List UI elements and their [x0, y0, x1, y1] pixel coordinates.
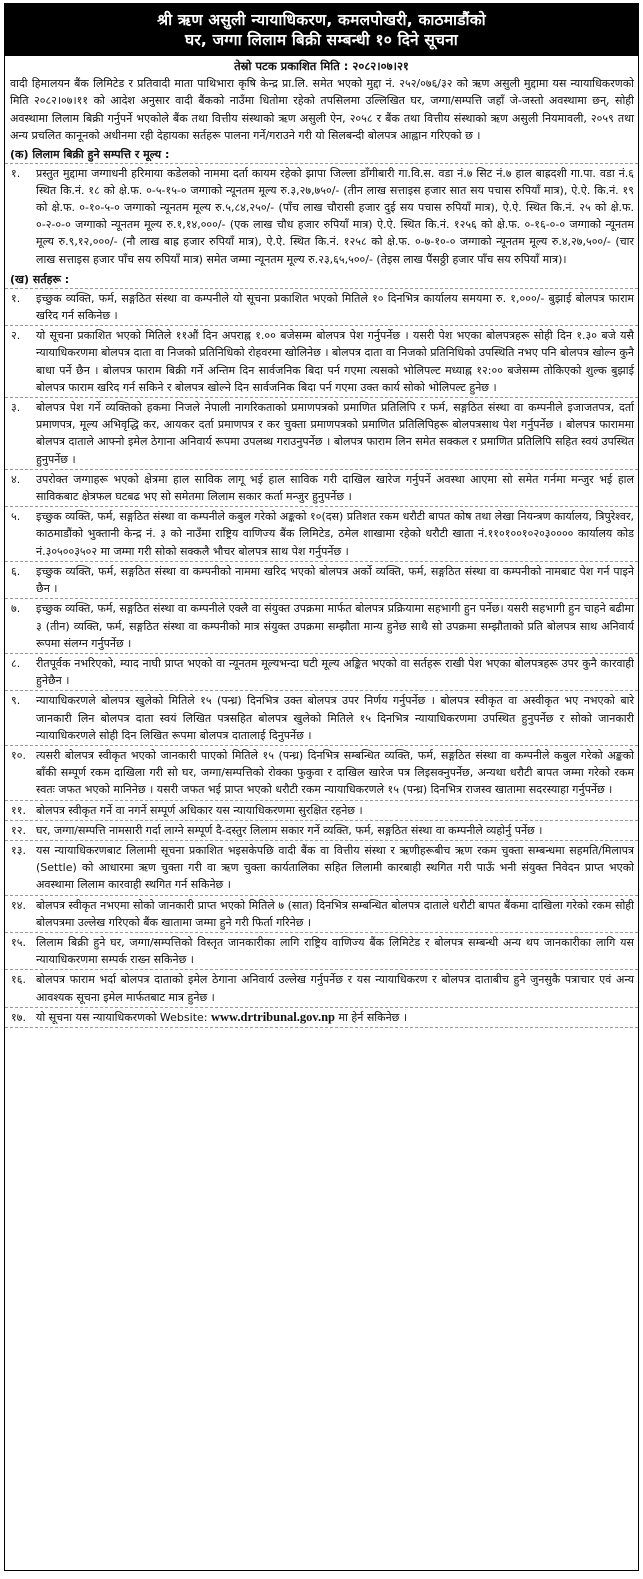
condition-text: न्यायाधिकरणले बोलपत्र खुलेको मितिले १५ (पन्ध्र) दिनभित्र उक्त बोलपत्र उपर निर्णय गर्नुपर्नेछ । बोलपत्र स्वीकृत वा अस्वीकृत भए नभएको बारे जानकारी लिन बोलपत्र दाता स्वयं लिखित पत्रसहित बोलपत्र खुलेको मितिले १५ दिनभित्र न्यायाधिकरणमा उपस्थित हुनुपर्नेछ र सोको जानकारी न्यायाधिकरणले सोही दिन लिखित रूपमा बोलपत्र दातालाई दिनुपर्नेछ । [36, 694, 634, 742]
property-number: १. [11, 166, 21, 180]
notice-page [4, 3, 639, 1571]
website-prefix: यो सूचना यस न्यायाधिकरणको Website: [36, 1010, 211, 1024]
condition-item [5, 800, 638, 820]
notice-header [5, 4, 638, 56]
condition-number: ५. [11, 510, 21, 524]
condition-number: १४. [11, 898, 26, 912]
condition-item [5, 506, 638, 561]
condition-text [36, 1009, 634, 1026]
condition-item [5, 561, 638, 598]
condition-item [5, 288, 638, 325]
condition-text: बोलपत्र फाराम भर्दा बोलपत्र दाताको इमेल ठेगाना अनिवार्य उल्लेख गर्नुपर्नेछ र यस न्यायाधिकरण र बोलपत्र दाताबीच हुने जुनसुकै पत्राचार एवं अन्य आवश्यक सूचना इमेल मार्फतबाट मात्र हुनेछ । [36, 973, 634, 1004]
condition-text: यो सूचना प्रकाशित भएको मितिले ११औं दिन अपराह्न १.०० बजेसम्म बोलपत्र पेश गर्नुपर्नेछ । यसरी पेश भएका बोलपत्रहरू सोही दिन १.३० बजे यसै न्यायाधिकरणमा बोलपत्र दाता वा निजको प्रतिनिधिको रोहवरमा खोलिनेछ । बोलपत्र दाता वा निजको प्रतिनिधिको उपस्थिति नभए पनि बोलपत्र खोल्न कुनै बाधा पर्ने छैन । बोलपत्र फाराम बिक्री गर्ने अन्तिम दिन सार्वजनिक बिदा पर्न गएमा त्यसको भोलिपल्ट मध्याह्न १२:०० बजेसम्म तोकिएको शुल्क बुझाई बोलपत्र फाराम खरिद गर्न सकिने र बोलपत्र खोल्ने दिन सार्वजनिक बिदा पर्न गएमा उक्त कार्य सोको भोलिपल्ट हुनेछ । [36, 329, 634, 394]
notice-title: घर, जग्गा लिलाम बिक्री सम्बन्धी १० दिने सूचना [185, 31, 458, 49]
condition-number: ६. [11, 564, 21, 578]
condition-text: बोलपत्र स्वीकृत नभएमा सोको जानकारी प्राप्त भएको मितिले ७ (सात) दिनभित्र सम्बन्धित बोलपत्र दाताले धरौटी बापत बैंकमा दाखिला गरेको रकम सोही बोलपत्रमा उल्लेख गरिएको बैंक खातामा जम्मा हुने गरी फिर्ता गरिनेछ । [36, 898, 634, 929]
property-list [5, 163, 638, 270]
condition-number: ४. [11, 472, 21, 486]
condition-item [5, 325, 638, 397]
condition-number: १०. [11, 748, 26, 762]
condition-number: १३. [11, 843, 26, 857]
condition-number: ८. [11, 656, 21, 670]
condition-text: इच्छुक व्यक्ति, फर्म, सङ्गठित संस्था वा कम्पनीले कबुल गरेको अङ्कको १०(दस) प्रतिशत रकम धरौटी बापत कोष तथा लेखा नियन्त्रण कार्यालय, त्रिपुरेश्वर, काठमाडौंको भुक्तानी केन्द्र नं. ३ को नाउँमा राष्ट्रिय वाणिज्य बैंक लिमिटेड, ठमेल शाखामा रहेको धरौटी खाता नं.११०१००१०२०३०००० कार्यालय कोड नं.३०५००३५०२ मा जम्मा गरी सोको सक्कलै भौचर बोलपत्र साथ पेश गर्नुपर्नेछ । [36, 510, 634, 558]
condition-text: उपरोक्त जग्गाहरू भएको क्षेत्रमा हाल साविक लागू भई हाल साविक गरी दाखिल खारेज गर्नुपर्ने अवस्था आएमा सो समेत गर्नमा मन्जुर भई हाल साविकबाट क्षेत्रफल घटबढ भए सो समेतमा लिलाम सकार कर्ता मन्जुर हुनुपर्नेछ । [36, 472, 634, 504]
condition-item [5, 895, 638, 932]
condition-number: १२. [11, 823, 26, 837]
condition-text: इच्छुक व्यक्ति, फर्म, सङ्गठित संस्था वा कम्पनीले यो सूचना प्रकाशित भएको मितिले १० दिनभित्र कार्यालय समयमा रु. १,०००/- बुझाई बोलपत्र फाराम खरिद गर्न सकिनेछ । [36, 291, 634, 323]
conditions-list [5, 288, 638, 1028]
condition-item [5, 840, 638, 895]
condition-number: ३. [11, 401, 21, 415]
website-suffix: मा हेर्न सकिनेछ । [334, 1010, 408, 1024]
condition-number: १५. [11, 935, 26, 949]
condition-item [5, 397, 638, 469]
condition-number: २. [11, 329, 21, 343]
property-item [5, 163, 638, 270]
condition-text: त्यसरी बोलपत्र स्वीकृत भएको जानकारी पाएको मितिले १५ (पन्ध्र) दिनभित्र सम्बन्धित व्यक्ति, फर्म, सङ्गठित संस्था वा कम्पनीले कबुल गरेको अङ्कको बाँकी सम्पूर्ण रकम दाखिला गरी सो घर, जग्गा/सम्पत्तिको रोक्का फुकुवा र दाखिल खारेज पत्र लिइसक्नुपर्नेछ, अन्यथा धरौटी बापत जम्मा गरेको रकम स्वतः जफत भएको मानिनेछ । यसरी जफत भई प्राप्त भएको धरौटी रकम न्यायाधिकरणले १५ (पन्ध्र) दिनभित्र राजस्व खातामा सदरस्याहा गर्नुपर्नेछ । [36, 748, 634, 797]
condition-text: रीतपूर्वक नभरिएको, म्याद नाघी प्राप्त भएको वा न्यूनतम मूल्यभन्दा घटी मूल्य अङ्कित भएको वा सर्तहरू राखी पेश भएका बोलपत्रहरू उपर कुनै कारवाही हुनेछैन । [36, 656, 634, 688]
condition-number: १. [11, 291, 21, 305]
condition-text: इच्छुक व्यक्ति, फर्म, सङ्गठित संस्था वा कम्पनीको नाममा खरिद भएको बोलपत्र अर्को व्यक्ति, फर्म, सङ्गठित संस्था वा कम्पनीको नामबाट पेश गर्न पाइने छैन । [36, 564, 634, 596]
published-date: तेस्रो पटक प्रकाशित मिति : २०८२।०७।२१ [234, 59, 409, 73]
condition-text: बोलपत्र पेश गर्ने व्यक्तिको हकमा निजले नेपाली नागरिकताको प्रमाणपत्रको प्रमाणित प्रतिलिपि र फर्म, सङ्गठित संस्था वा कम्पनीले इजाजतपत्र, दर्ता प्रमाणपत्र, मूल्य अभिवृद्धि कर, आयकर दर्ता प्रमाणपत्र र कर चुक्ता प्रमाणपत्रको प्रमाणित प्रतिलिपिहरू बोलपत्रसाथ पेश गर्नुपर्नेछ । बोलपत्र फाराममा बोलपत्र दाताले आफ्नो इमेल ठेगाना अनिवार्य रूपमा उपलब्ध गराउनुपर्नेछ । बोलपत्र फाराम लिन समेत सक्कल र प्रमाणित प्रतिलिपि सहित स्वयं उपस्थित हुनुपर्नेछ । [36, 401, 634, 466]
condition-item [5, 932, 638, 969]
condition-text: यस न्यायाधिकरणबाट लिलामी सूचना प्रकाशित भइसकेपछि वादी बैंक वा वित्तीय संस्था र ऋणीहरूबीच ऋण रकम चुक्ता सम्बन्धमा सहमति/मिलापत्र (Settle) को आधारमा ऋण चुक्ता गरी वा ऋण चुक्ता कार्यतालिका सहित लिलामी कारबाही स्थगित गरी पाऊँ भनी संयुक्त निवेदन प्राप्त भएको अवस्थामा लिलाम कारवाही स्थगित गर्न सकिनेछ । [36, 843, 634, 892]
condition-item [5, 469, 638, 506]
condition-item [5, 598, 638, 653]
condition-text: घर, जग्गा/सम्पत्ति नामसारी गर्दा लाग्ने सम्पूर्ण दै-दस्तुर लिलाम सकार गर्ने व्यक्ति, फर्म, सङ्गठित संस्था वा कम्पनीले व्यहोर्नु पर्नेछ । [36, 823, 543, 837]
condition-text: बोलपत्र स्वीकृत गर्ने वा नगर्ने सम्पूर्ण अधिकार यस न्यायाधिकरणमा सुरक्षित रहनेछ । [36, 803, 363, 817]
condition-item-website [5, 1007, 638, 1027]
condition-number: १६. [11, 973, 26, 987]
condition-item [5, 653, 638, 690]
condition-number: ११. [11, 803, 26, 817]
condition-text: इच्छुक व्यक्ति, फर्म, सङ्गठित संस्था वा कम्पनीले एक्लै वा संयुक्त उपक्रमा मार्फत बोलपत्र प्रक्रियामा सहभागी हुन पर्नेछ। यसरी सहभागी हुन चाहने बढीमा ३ (तीन) व्यक्ति, फर्म, सङ्गठित संस्था वा कम्पनीको मात्र संयुक्त उपक्रमा सम्झौता मान्य हुनेछ साथै सो उपक्रमा सम्झौताको प्रति बोलपत्र साथ अनिवार्य रूपमा संलग्न गर्नुपर्नेछ । [36, 602, 634, 650]
intro-paragraph: वादी हिमालयन बैंक लिमिटेड र प्रतिवादी माता पाथिभारा कृषि केन्द्र प्रा.लि. समेत भएको मुद्दा नं. २५२/०७६/३२ को ऋण असुली मुद्दामा यस न्यायाधिकरणको मिति २०८२।०७।११ को आदेश अनुसार वादी बैंकको नाउँमा धितोमा रहेको तपसिलमा उल्लिखित घर, जग्गा/सम्पत्ति जहाँ जे-जस्तो अवस्थामा छन्, सोही अवस्थामा लिलाम बिक्री गर्नुपर्ने भएकोले बैंक तथा वित्तीय संस्थाको ऋण असुली ऐन, २०५८ र बैंक तथा वित्तीय संस्थाको ऋण असुली नियमावली, २०५९ तथा अन्य प्रचलित कानूनको अधीनमा रही देहायका सर्तहरू पालना गर्ने/गराउने गरी यो सिलबन्दी बोलपत्र आह्वान गरिएको छ । [10, 77, 634, 143]
section-b-title: (ख) सर्तहरू : [10, 272, 70, 286]
section-a-title: (क) लिलाम बिक्री हुने सम्पत्ति र मूल्य : [10, 147, 170, 161]
condition-number: १७. [11, 1010, 26, 1024]
condition-text: लिलाम बिक्री हुने घर, जग्गा/सम्पत्तिको विस्तृत जानकारीका लागि राष्ट्रिय वाणिज्य बैंक लिमिटेड र बोलपत्र सम्बन्धी अन्य थप जानकारीका लागि यस न्यायाधिकरणमा सम्पर्क राख्न सकिनेछ । [36, 935, 634, 967]
property-text: प्रस्तुत मुद्दामा जग्गाधनी हरिमाया कडेलको नाममा दर्ता कायम रहेको झापा जिल्ला डाँगीबारी गा.वि.स. वडा नं.७ सिट नं.७ हाल बाह्रदशी गा.पा. वडा नं.६ स्थित कि.नं. १८ को क्षे.फ. ०-५-१५-० जग्गाको न्यूनतम मूल्य रु.३,२७,७५०/- (तीन लाख सत्ताइस हजार सात सय पचास रुपियाँ मात्र), ऐ.ऐ. कि.नं. १९ को क्षे.फ. ०-१०-५-० जग्गाको न्यूनतम मूल्य रु.५,८४,२५०/- (पाँच लाख चौरासी हजार दुई सय पचास रुपियाँ मात्र), ऐ.ऐ. स्थित कि.नं. २५ को क्षे.फ. ०-२-०-० जग्गाको न्यूनतम मूल्य रु.१,१४,०००/- (एक लाख चौध हजार रुपियाँ मात्र) ऐ.ऐ. स्थित कि.नं. १२५६ को क्षे.फ. ०-१६-०-० जग्गाको न्यूनतम मूल्य रु.९,१२,०००/- (नौ लाख बाह्र हजार रुपियाँ मात्र), ऐ.ऐ. स्थित कि.नं. १२५८ को क्षे.फ. ०-७-१०-० जग्गाको न्यूनतम मूल्य रु.४,२७,५००/- (चार लाख सत्ताइस हजार पाँच सय रुपियाँ मात्र) समेत जम्मा न्यूनतम मूल्य रु.२३,६५,५००/- (तेइस लाख पैंसठ्ठी हजार पाँच सय रुपियाँ मात्र)। [36, 166, 634, 266]
condition-item [5, 820, 638, 840]
condition-number: ७. [11, 602, 21, 616]
condition-item [5, 745, 638, 800]
condition-item [5, 690, 638, 745]
tribunal-title: श्री ऋण असुली न्यायाधिकरण, कमलपोखरी, काठमाडौंको [157, 11, 486, 29]
condition-item [5, 969, 638, 1006]
website-link[interactable]: www.drtribunal.gov.np [210, 1009, 335, 1024]
condition-number: ९. [11, 694, 21, 708]
